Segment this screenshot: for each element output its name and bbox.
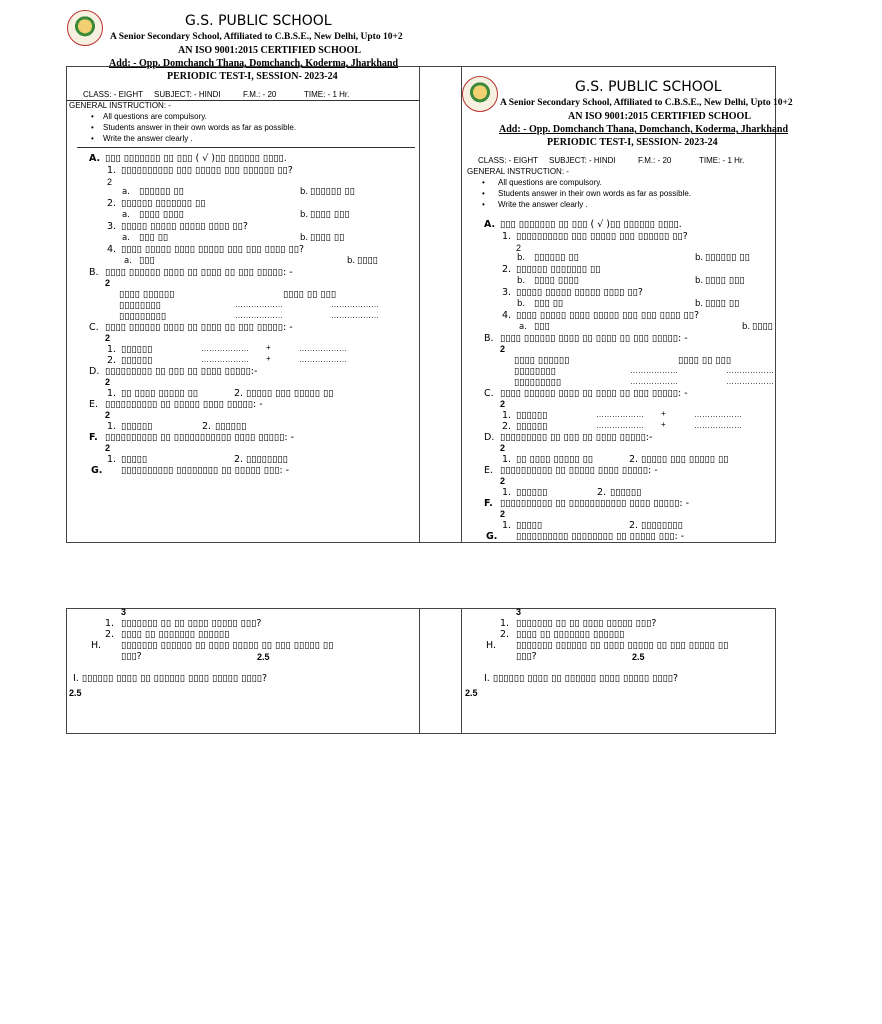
blank-line: ……………… [630,366,678,375]
blank-line: ……………… [630,377,678,386]
section-b-marks: 2 [105,278,111,288]
instruction-item: Students answer in their own words as far as possible. [498,189,691,198]
q-number: 2. [234,388,244,399]
option-label: b. [695,299,704,309]
section-a-q3-option-a: ▯▯▯ ▯▯ [534,298,564,309]
section-g-label: G. [486,531,498,542]
blank-line: ……………… [235,300,283,309]
option-label: a. [122,233,130,243]
instruction-item: All questions are compulsory. [103,112,207,121]
section-a-q1-option-a: ▯▯▯▯▯▯ ▯▯ [139,186,184,197]
option-label: b. [517,299,526,309]
section-e-q1: ▯▯▯▯▯▯ [516,487,548,498]
section-e-label: E. [89,399,99,410]
option-label: b. [695,253,704,263]
plus-sign: + [266,354,271,363]
section-a-text: ▯▯▯ ▯▯▯▯▯▯▯ ▯▯ ▯▯▯ ( √ )▯▯ ▯▯▯▯▯▯ ▯▯▯▯. [105,153,287,164]
blank-line: ……………… [331,300,379,309]
instructions-title: GENERAL INSTRUCTION: - [69,101,171,110]
section-a-q1-option-b: ▯▯▯▯▯▯ ▯▯ [310,186,355,197]
instruction-item: Students answer in their own words as far as possible. [103,123,296,132]
q-number: 2. [629,520,639,531]
blank-line: ……………… [596,421,644,430]
section-h-text: ▯▯▯▯▯▯▯ ▯▯▯▯▯▯ ▯▯ ▯▯▯▯ ▯▯▯▯▯ ▯▯ ▯▯▯ ▯▯▯▯▯ ▯▯ [516,640,729,651]
section-i-marks: 2.5 [69,688,82,698]
blank-line: ……………… [726,377,774,386]
plus-sign: + [661,409,666,418]
address: Add: - Opp. Domchanch Thana, Domchanch, Koderma, Jharkhand [499,124,789,135]
section-f-label: F. [484,498,493,509]
instruction-bullet: • [91,112,94,121]
option-label: a. [519,322,527,332]
blank-line: ……………… [694,421,742,430]
instruction-bullet: • [482,178,485,187]
q-number: 1. [502,454,512,465]
option-label: a. [122,187,130,197]
q-number: 2. [629,454,639,465]
class-info: CLASS: - EIGHT [83,90,144,99]
instruction-item: Write the answer clearly . [498,200,588,209]
option-label: b. [742,322,751,332]
section-g-label: G. [91,465,103,476]
section-a-q4: ▯▯▯▯ ▯▯▯▯▯ ▯▯▯▯ ▯▯▯▯▯ ▯▯▯ ▯▯▯ ▯▯▯▯ ▯▯? [121,244,305,255]
subject-info: SUBJECT: - HINDI [154,90,221,99]
option-label: b. [300,187,309,197]
q-number: 2. [107,198,117,209]
section-e-q1: ▯▯▯▯▯▯ [121,421,153,432]
exam-title: PERIODIC TEST-I, SESSION- 2023-24 [547,137,718,148]
full-marks: F.M.: - 20 [243,90,277,99]
address: Add: - Opp. Domchanch Thana, Domchanch, Koderma, Jharkhand [109,58,399,69]
option-label: a. [122,210,130,220]
iso-line: AN ISO 9001:2015 CERTIFIED SCHOOL [568,111,752,122]
section-f-q2: ▯▯▯▯▯▯▯▯ [246,454,288,465]
section-b-item: ▯▯▯▯▯▯▯▯▯ [514,377,562,388]
section-d-marks: 2 [500,443,506,453]
section-c-q2: ▯▯▯▯▯▯ [121,355,153,366]
section-b-item: ▯▯▯▯▯▯▯▯ [514,366,556,377]
section-g-text: ▯▯▯▯▯▯▯▯▯▯ ▯▯▯▯▯▯▯▯ ▯▯ ▯▯▯▯▯ ▯▯▯: - [121,465,290,476]
section-a-q1-option-a: ▯▯▯▯▯▯ ▯▯ [534,252,579,263]
section-g-q1: ▯▯▯▯▯▯▯ ▯▯ ▯▯ ▯▯▯▯ ▯▯▯▯▯ ▯▯▯? [121,618,262,629]
section-f-marks: 2 [500,509,506,519]
section-b-item: ▯▯▯▯ ▯▯ ▯▯▯ [283,289,337,300]
section-g-q2: ▯▯▯▯ ▯▯ ▯▯▯▯▯▯▯ ▯▯▯▯▯▯ [516,629,625,640]
question-sheet-right [462,0,882,1024]
section-c-text: ▯▯▯▯ ▯▯▯▯▯▯ ▯▯▯▯ ▯▯ ▯▯▯▯ ▯▯ ▯▯▯ ▯▯▯▯▯: - [500,388,688,399]
q-number: 4. [107,244,117,255]
section-d-q1: ▯▯ ▯▯▯▯ ▯▯▯▯▯ ▯▯ [516,454,594,465]
section-a-q4-option-b: ▯▯▯▯ [357,255,378,266]
section-g-q1: ▯▯▯▯▯▯▯ ▯▯ ▯▯ ▯▯▯▯ ▯▯▯▯▯ ▯▯▯? [516,618,657,629]
section-d-text: ▯▯▯▯▯▯▯▯▯ ▯▯ ▯▯▯ ▯▯ ▯▯▯▯ ▯▯▯▯▯:- [105,366,258,377]
time-info: TIME: - 1 Hr. [699,156,745,165]
section-g-text: ▯▯▯▯▯▯▯▯▯▯ ▯▯▯▯▯▯▯▯ ▯▯ ▯▯▯▯▯ ▯▯▯: - [516,531,685,542]
blank-line: ……………… [596,410,644,419]
instruction-item: Write the answer clearly . [103,134,193,143]
q-number: 2. [234,454,244,465]
q-number: 3. [502,287,512,298]
school-name: G.S. PUBLIC SCHOOL [575,79,722,95]
subject-info: SUBJECT: - HINDI [549,156,616,165]
section-a-q3: ▯▯▯▯▯ ▯▯▯▯▯ ▯▯▯▯▯ ▯▯▯▯ ▯▯? [516,287,643,298]
section-a-label: A. [89,153,101,164]
q-number: 1. [502,487,512,498]
section-b-item: ▯▯▯▯ ▯▯▯▯▯▯ [119,289,175,300]
section-a-q4: ▯▯▯▯ ▯▯▯▯▯ ▯▯▯▯ ▯▯▯▯▯ ▯▯▯ ▯▯▯ ▯▯▯▯ ▯▯? [516,310,700,321]
option-label: b. [517,253,526,263]
option-label: b. [300,233,309,243]
section-a-q1: ▯▯▯▯▯▯▯▯▯▯ ▯▯▯ ▯▯▯▯▯ ▯▯▯ ▯▯▯▯▯▯ ▯▯? [121,165,293,176]
section-a-q4-option-a: ▯▯▯ [534,321,550,332]
section-i-text: I. ▯▯▯▯▯▯ ▯▯▯▯ ▯▯ ▯▯▯▯▯▯ ▯▯▯▯ ▯▯▯▯▯ ▯▯▯▯? [484,673,679,684]
section-f-label: F. [89,432,98,443]
affiliation: A Senior Secondary School, Affiliated to C.B.S.E., New Delhi, Upto 10+2 [500,98,793,108]
class-info: CLASS: - EIGHT [478,156,539,165]
option-label: b. [300,210,309,220]
section-f-text: ▯▯▯▯▯▯▯▯▯▯ ▯▯ ▯▯▯▯▯▯▯▯▯▯▯ ▯▯▯▯ ▯▯▯▯▯: - [105,432,295,443]
section-b-label: B. [89,267,99,278]
blank-line: ……………… [331,311,379,320]
right-sheet-clip [462,0,793,1024]
section-d-marks: 2 [105,377,111,387]
q-number: 2. [502,264,512,275]
q-number: 1. [105,618,115,629]
section-g-q2: ▯▯▯▯ ▯▯ ▯▯▯▯▯▯▯ ▯▯▯▯▯▯ [121,629,230,640]
q-number: 1. [500,618,510,629]
section-g-marks: 3 [516,607,522,617]
time-info: TIME: - 1 Hr. [304,90,350,99]
q-number: 3. [107,221,117,232]
section-c-text: ▯▯▯▯ ▯▯▯▯▯▯ ▯▯▯▯ ▯▯ ▯▯▯▯ ▯▯ ▯▯▯ ▯▯▯▯▯: - [105,322,293,333]
plus-sign: + [661,420,666,429]
section-a-q2: ▯▯▯▯▯▯ ▯▯▯▯▯▯▯ ▯▯ [121,198,206,209]
instruction-bullet: • [482,200,485,209]
section-e-q2: ▯▯▯▯▯▯ [610,487,642,498]
section-d-label: D. [89,366,100,377]
section-d-q1: ▯▯ ▯▯▯▯ ▯▯▯▯▯ ▯▯ [121,388,199,399]
section-e-text: ▯▯▯▯▯▯▯▯▯▯ ▯▯ ▯▯▯▯▯ ▯▯▯▯ ▯▯▯▯▯: - [500,465,658,476]
blank-line: ……………… [299,355,347,364]
option-label: a. [124,256,132,266]
section-c-q1: ▯▯▯▯▯▯ [121,344,153,355]
instruction-item: All questions are compulsory. [498,178,602,187]
section-c-label: C. [484,388,494,399]
section-h-label: H. [91,640,101,651]
section-b-text: ▯▯▯▯ ▯▯▯▯▯▯ ▯▯▯▯ ▯▯ ▯▯▯▯ ▯▯ ▯▯▯ ▯▯▯▯▯: - [105,267,293,278]
section-h-text-cont: ▯▯▯? [516,651,537,662]
plus-sign: + [266,343,271,352]
section-a-marks: 2 [107,177,113,187]
blank-line: ……………… [694,410,742,419]
section-a-q1-option-b: ▯▯▯▯▯▯ ▯▯ [705,252,750,263]
option-label: b. [517,276,526,286]
affiliation: A Senior Secondary School, Affiliated to C.B.S.E., New Delhi, Upto 10+2 [110,32,403,42]
section-a-q2-option-b: ▯▯▯▯ ▯▯▯ [310,209,350,220]
section-a-q1: ▯▯▯▯▯▯▯▯▯▯ ▯▯▯ ▯▯▯▯▯ ▯▯▯ ▯▯▯▯▯▯ ▯▯? [516,231,688,242]
section-b-item: ▯▯▯▯ ▯▯▯▯▯▯ [514,355,570,366]
section-b-marks: 2 [500,344,506,354]
q-number: 2. [502,421,512,432]
exam-title: PERIODIC TEST-I, SESSION- 2023-24 [167,71,338,82]
q-number: 2. [597,487,607,498]
q-number: 1. [502,520,512,531]
section-h-label: H. [486,640,496,651]
section-a-q3: ▯▯▯▯▯ ▯▯▯▯▯ ▯▯▯▯▯ ▯▯▯▯ ▯▯? [121,221,248,232]
section-a-q4-option-b: ▯▯▯▯ [752,321,773,332]
instructions-title: GENERAL INSTRUCTION: - [467,167,569,176]
blank-line: ……………… [726,366,774,375]
blank-line: ……………… [235,311,283,320]
instructions-divider [77,147,415,148]
blank-line: ……………… [201,344,249,353]
section-c-label: C. [89,322,99,333]
q-number: 1. [107,165,117,176]
section-d-text: ▯▯▯▯▯▯▯▯▯ ▯▯ ▯▯▯ ▯▯ ▯▯▯▯ ▯▯▯▯▯:- [500,432,653,443]
section-a-q3-option-a: ▯▯▯ ▯▯ [139,232,169,243]
blank-line: ……………… [201,355,249,364]
section-a-q2-option-b: ▯▯▯▯ ▯▯▯ [705,275,745,286]
instruction-bullet: • [482,189,485,198]
section-b-item: ▯▯▯▯ ▯▯ ▯▯▯ [678,355,732,366]
section-e-q2: ▯▯▯▯▯▯ [215,421,247,432]
section-g-marks: 3 [121,607,127,617]
section-e-label: E. [484,465,494,476]
section-a-q2-option-a: ▯▯▯▯ ▯▯▯▯ [534,275,579,286]
q-number: 2. [107,355,117,366]
section-f-text: ▯▯▯▯▯▯▯▯▯▯ ▯▯ ▯▯▯▯▯▯▯▯▯▯▯ ▯▯▯▯ ▯▯▯▯▯: - [500,498,690,509]
q-number: 1. [107,421,117,432]
section-c-marks: 2 [105,333,111,343]
q-number: 1. [502,231,512,242]
section-d-q2: ▯▯▯▯▯ ▯▯▯ ▯▯▯▯▯ ▯▯ [246,388,334,399]
section-d-q2: ▯▯▯▯▯ ▯▯▯ ▯▯▯▯▯ ▯▯ [641,454,729,465]
section-a-q3-option-b: ▯▯▯▯ ▯▯ [310,232,345,243]
section-f-marks: 2 [105,443,111,453]
section-h-text: ▯▯▯▯▯▯▯ ▯▯▯▯▯▯ ▯▯ ▯▯▯▯ ▯▯▯▯▯ ▯▯ ▯▯▯ ▯▯▯▯▯ ▯▯ [121,640,334,651]
full-marks: F.M.: - 20 [638,156,672,165]
section-i-marks: 2.5 [465,688,478,698]
iso-line: AN ISO 9001:2015 CERTIFIED SCHOOL [178,45,362,56]
section-b-label: B. [484,333,494,344]
q-number: 2. [500,629,510,640]
section-a-q4-option-a: ▯▯▯ [139,255,155,266]
question-sheet-left [67,0,487,1024]
q-number: 1. [107,388,117,399]
section-b-item: ▯▯▯▯▯▯▯▯▯ [119,311,167,322]
q-number: 2. [202,421,212,432]
section-c-q2: ▯▯▯▯▯▯ [516,421,548,432]
section-b-item: ▯▯▯▯▯▯▯▯ [119,300,161,311]
section-a-marks: 2 [516,243,522,253]
instruction-bullet: • [91,134,94,143]
section-a-q2-option-a: ▯▯▯▯ ▯▯▯▯ [139,209,184,220]
q-number: 1. [502,410,512,421]
section-f-q1: ▯▯▯▯▯ [121,454,148,465]
q-number: 2. [105,629,115,640]
section-e-text: ▯▯▯▯▯▯▯▯▯▯ ▯▯ ▯▯▯▯▯ ▯▯▯▯ ▯▯▯▯▯: - [105,399,263,410]
section-d-label: D. [484,432,495,443]
section-h-text-cont: ▯▯▯? [121,651,142,662]
option-label: b. [695,276,704,286]
section-f-q2: ▯▯▯▯▯▯▯▯ [641,520,683,531]
blank-line: ……………… [299,344,347,353]
section-b-text: ▯▯▯▯ ▯▯▯▯▯▯ ▯▯▯▯ ▯▯ ▯▯▯▯ ▯▯ ▯▯▯ ▯▯▯▯▯: - [500,333,688,344]
section-h-marks: 2.5 [257,652,270,662]
option-label: b. [347,256,356,266]
school-name: G.S. PUBLIC SCHOOL [185,13,332,29]
section-a-q2: ▯▯▯▯▯▯ ▯▯▯▯▯▯▯ ▯▯ [516,264,601,275]
section-a-label: A. [484,219,496,230]
section-a-text: ▯▯▯ ▯▯▯▯▯▯▯ ▯▯ ▯▯▯ ( √ )▯▯ ▯▯▯▯▯▯ ▯▯▯▯. [500,219,682,230]
section-a-q3-option-b: ▯▯▯▯ ▯▯ [705,298,740,309]
section-e-marks: 2 [105,410,111,420]
instruction-bullet: • [91,123,94,132]
section-f-q1: ▯▯▯▯▯ [516,520,543,531]
section-e-marks: 2 [500,476,506,486]
section-c-q1: ▯▯▯▯▯▯ [516,410,548,421]
q-number: 1. [107,344,117,355]
section-h-marks: 2.5 [632,652,645,662]
q-number: 4. [502,310,512,321]
q-number: 1. [107,454,117,465]
section-c-marks: 2 [500,399,506,409]
section-i-text: I. ▯▯▯▯▯▯ ▯▯▯▯ ▯▯ ▯▯▯▯▯▯ ▯▯▯▯ ▯▯▯▯▯ ▯▯▯▯? [73,673,268,684]
school-logo [67,10,103,46]
school-logo [462,76,498,112]
